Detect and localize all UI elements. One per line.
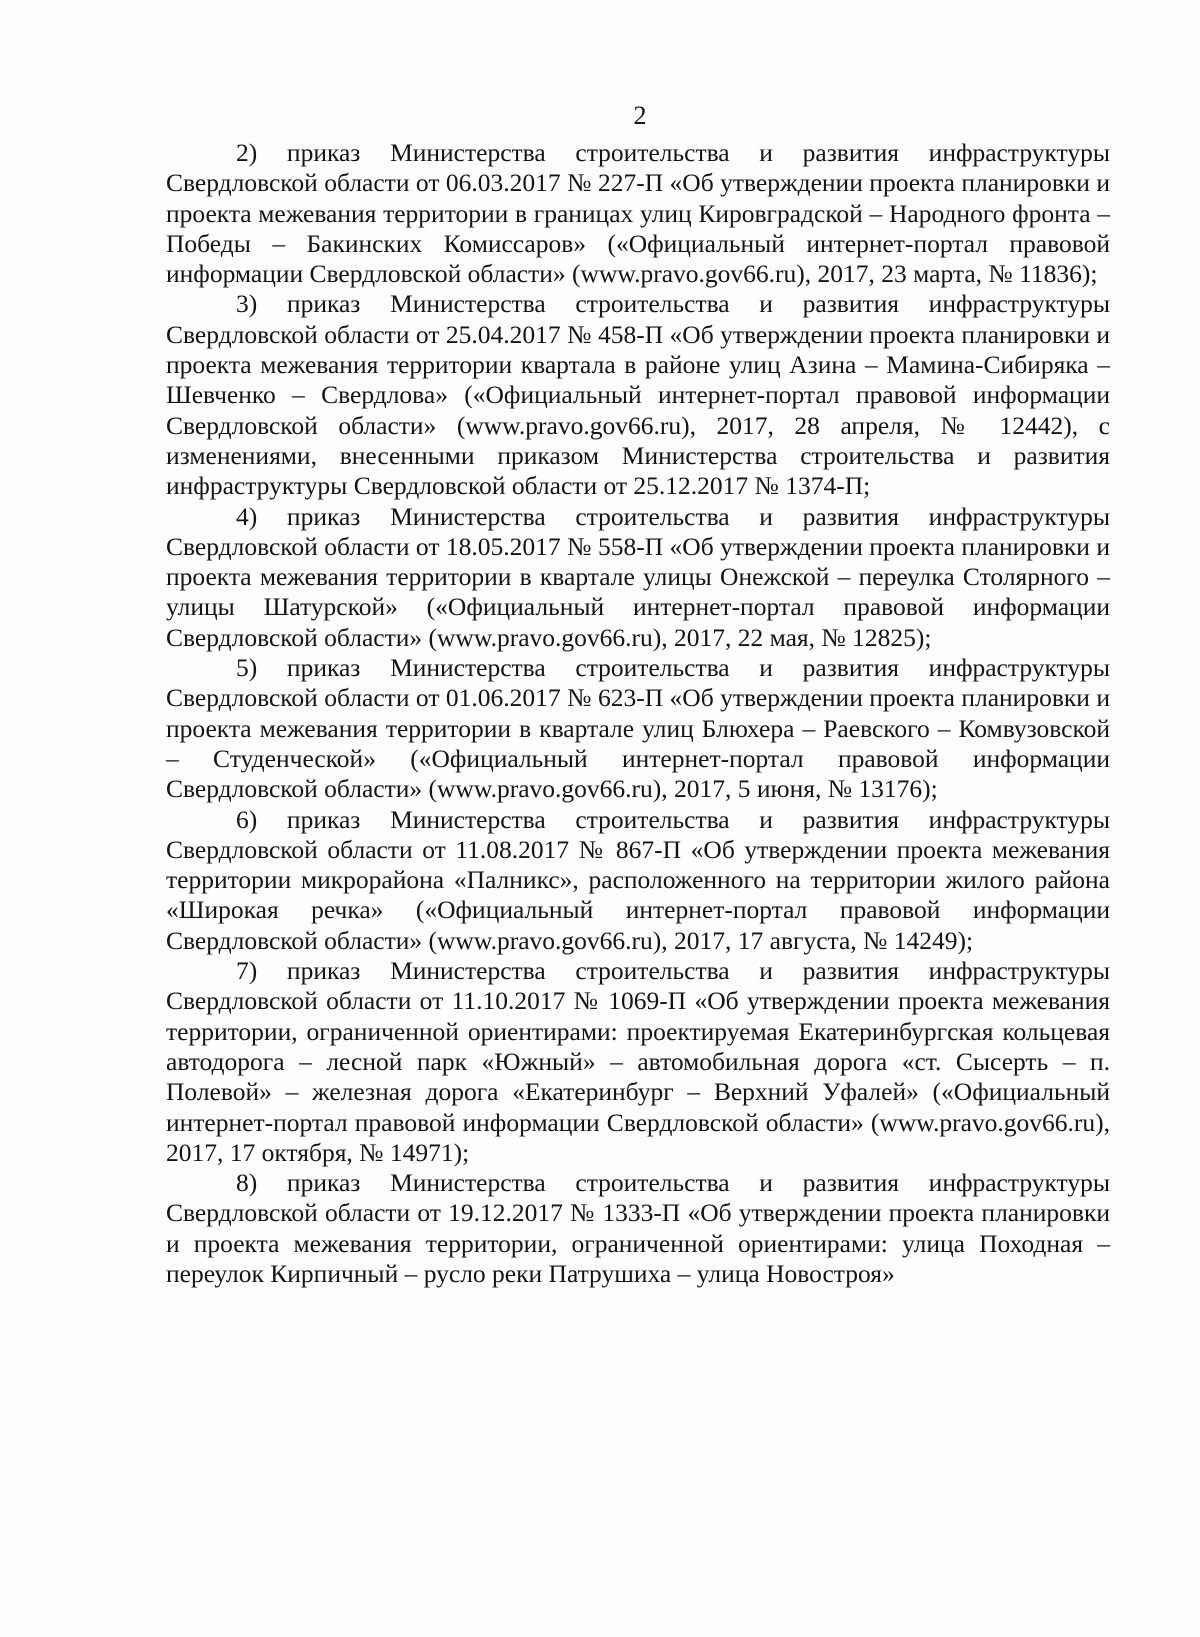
page-number: 2 (633, 101, 647, 130)
list-item-3: 3) приказ Министерства строительства и развития инфраструктуры Свердловской области от 25.04.2017 № 458-П «Об утверждении проекта планировки и проекта межевания территории квартала в районе улиц Азина – Мамина-Сибиряка – Шевченко – Свердлова» («Официальный интернет-портал правовой информации Свердловской области» (www.pravo.gov66.ru), 2017, 28 апреля, № 12442), с изменениями, внесенными приказом Министерства строительства и развития инфраструктуры Свердловской области от 25.12.2017 № 1374-П; (166, 289, 1110, 501)
list-item-2: 2) приказ Министерства строительства и развития инфраструктуры Свердловской области от 06.03.2017 № 227-П «Об утверждении проекта планировки и проекта межевания территории в границах улиц Кировградской – Народного фронта – Победы – Бакинских Комиссаров» («Официальный интернет-портал правовой информации Свердловской области» (www.pravo.gov66.ru), 2017, 23 марта, № 11836); (166, 138, 1110, 289)
document-body (166, 138, 1110, 1289)
list-item-8: 8) приказ Министерства строительства и развития инфраструктуры Свердловской области от 19.12.2017 № 1333-П «Об утверждении проекта планировки и проекта межевания территории, ограниченной ориентирами: улица Походная – переулок Кирпичный – русло реки Патрушиха – улица Новостроя» (166, 1168, 1110, 1288)
list-item-6: 6) приказ Министерства строительства и развития инфраструктуры Свердловской области от 11.08.2017 № 867-П «Об утверждении проекта межевания территории микрорайона «Палникс», расположенного на территории жилого района «Широкая речка» («Официальный интернет-портал правовой информации Свердловской области» (www.pravo.gov66.ru), 2017, 17 августа, № 14249); (166, 804, 1110, 955)
list-item-7: 7) приказ Министерства строительства и развития инфраструктуры Свердловской области от 11.10.2017 № 1069-П «Об утверждении проекта межевания территории, ограниченной ориентирами: проектируемая Екатеринбургская кольцевая автодорога – лесной парк «Южный» – автомобильная дорога «ст. Сысерть – п. Полевой» – железная дорога «Екатеринбург – Верхний Уфалей» («Официальный интернет-портал правовой информации Свердловской области» (www.pravo.gov66.ru), 2017, 17 октября, № 14971); (166, 956, 1110, 1167)
list-item-4: 4) приказ Министерства строительства и развития инфраструктуры Свердловской области от 18.05.2017 № 558-П «Об утверждении проекта планировки и проекта межевания территории в квартале улицы Онежской – переулка Столярного – улицы Шатурской» («Официальный интернет-портал правовой информации Свердловской области» (www.pravo.gov66.ru), 2017, 22 мая, № 12825); (166, 501, 1110, 652)
list-item-5: 5) приказ Министерства строительства и развития инфраструктуры Свердловской области от 01.06.2017 № 623-П «Об утверждении проекта планировки и проекта межевания территории в квартале улиц Блюхера – Раевского – Комвузовской – Студенческой» («Официальный интернет-портал правовой информации Свердловской области» (www.pravo.gov66.ru), 2017, 5 июня, № 13176); (166, 653, 1110, 804)
